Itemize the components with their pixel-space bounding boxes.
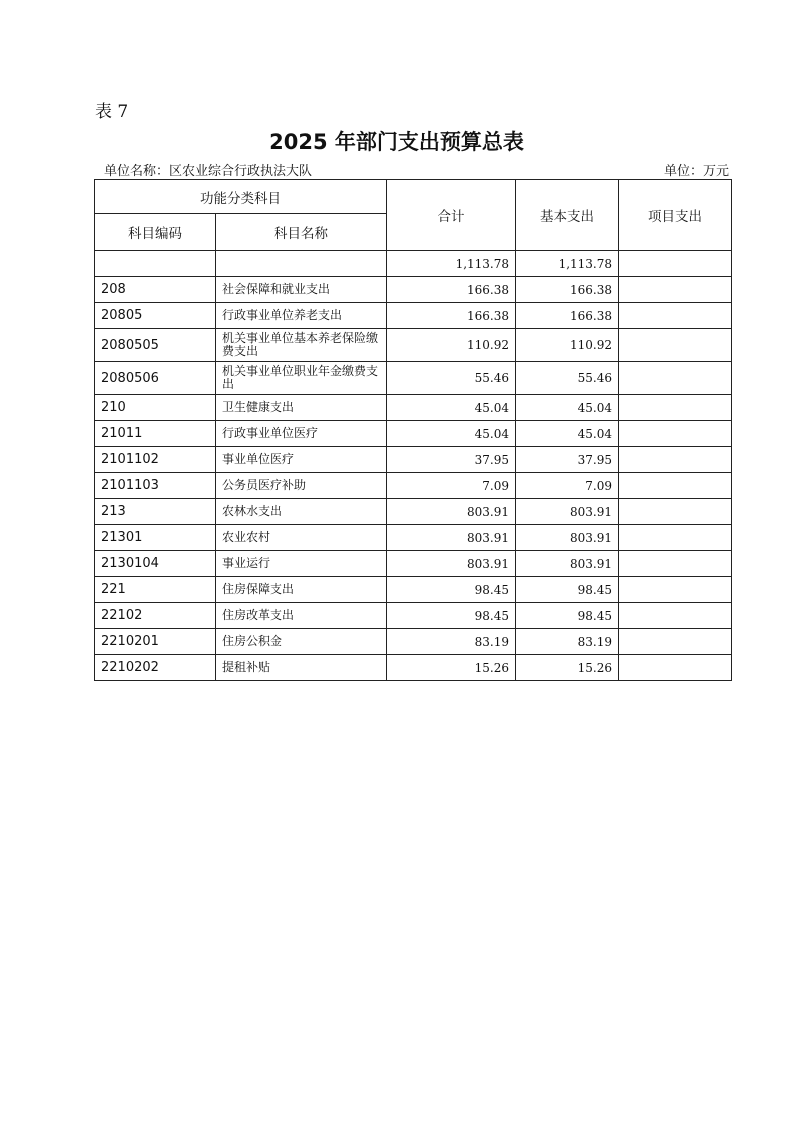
row-basic: 45.04 — [516, 395, 619, 421]
row-name: 农业农村 — [216, 525, 387, 551]
table-row — [95, 551, 732, 577]
row-total: 37.95 — [387, 447, 516, 473]
row-project — [619, 551, 732, 577]
row-name: 行政事业单位医疗 — [216, 421, 387, 447]
row-code: 210 — [95, 395, 216, 421]
table-row — [95, 629, 732, 655]
row-total: 45.04 — [387, 421, 516, 447]
row-basic: 166.38 — [516, 303, 619, 329]
row-project — [619, 362, 732, 395]
row-basic: 83.19 — [516, 629, 619, 655]
total-amount: 1,113.78 — [387, 251, 516, 277]
row-project — [619, 473, 732, 499]
currency-unit-label: 单位：万元 — [663, 164, 729, 179]
table-row — [95, 603, 732, 629]
total-name — [216, 251, 387, 277]
header-subject-code: 科目编码 — [95, 214, 216, 251]
row-total: 98.45 — [387, 577, 516, 603]
row-total: 15.26 — [387, 655, 516, 681]
total-project — [619, 251, 732, 277]
row-total: 55.46 — [387, 362, 516, 395]
row-project — [619, 421, 732, 447]
row-code: 21301 — [95, 525, 216, 551]
row-project — [619, 447, 732, 473]
row-code: 221 — [95, 577, 216, 603]
row-name: 事业单位医疗 — [216, 447, 387, 473]
row-project — [619, 577, 732, 603]
row-project — [619, 277, 732, 303]
row-name: 提租补贴 — [216, 655, 387, 681]
row-code: 2101102 — [95, 447, 216, 473]
row-code: 21011 — [95, 421, 216, 447]
budget-table — [94, 179, 732, 681]
row-project — [619, 303, 732, 329]
row-total: 803.91 — [387, 499, 516, 525]
row-code: 213 — [95, 499, 216, 525]
row-name: 住房改革支出 — [216, 603, 387, 629]
row-total: 45.04 — [387, 395, 516, 421]
row-total: 166.38 — [387, 303, 516, 329]
row-name: 公务员医疗补助 — [216, 473, 387, 499]
table-row — [95, 421, 732, 447]
row-basic: 110.92 — [516, 329, 619, 362]
table-row — [95, 277, 732, 303]
total-code — [95, 251, 216, 277]
row-total: 110.92 — [387, 329, 516, 362]
total-basic: 1,113.78 — [516, 251, 619, 277]
header-total: 合计 — [387, 180, 516, 251]
row-project — [619, 499, 732, 525]
row-code: 2101103 — [95, 473, 216, 499]
row-name: 住房公积金 — [216, 629, 387, 655]
row-name: 住房保障支出 — [216, 577, 387, 603]
total-row — [95, 251, 732, 277]
row-code: 208 — [95, 277, 216, 303]
header-subject-name: 科目名称 — [216, 214, 387, 251]
row-name: 农林水支出 — [216, 499, 387, 525]
row-project — [619, 655, 732, 681]
row-code: 2080506 — [95, 362, 216, 395]
table-row — [95, 329, 732, 362]
row-project — [619, 603, 732, 629]
row-basic: 98.45 — [516, 603, 619, 629]
row-basic: 45.04 — [516, 421, 619, 447]
header-project-expenditure: 项目支出 — [619, 180, 732, 251]
table-row — [95, 577, 732, 603]
row-basic: 55.46 — [516, 362, 619, 395]
table-row — [95, 395, 732, 421]
page-title: 2025 年部门支出预算总表 — [269, 130, 524, 154]
row-project — [619, 525, 732, 551]
table-row — [95, 525, 732, 551]
unit-name-label: 单位名称：区农业综合行政执法大队 — [104, 164, 313, 179]
row-project — [619, 329, 732, 362]
row-project — [619, 395, 732, 421]
table-row — [95, 473, 732, 499]
row-basic: 803.91 — [516, 551, 619, 577]
header-basic-expenditure: 基本支出 — [516, 180, 619, 251]
row-name: 机关事业单位基本养老保险缴费支出 — [216, 329, 387, 362]
row-basic: 37.95 — [516, 447, 619, 473]
row-code: 2080505 — [95, 329, 216, 362]
row-total: 803.91 — [387, 551, 516, 577]
row-basic: 98.45 — [516, 577, 619, 603]
row-name: 卫生健康支出 — [216, 395, 387, 421]
row-basic: 166.38 — [516, 277, 619, 303]
table-row — [95, 447, 732, 473]
row-code: 2210201 — [95, 629, 216, 655]
header-function-class: 功能分类科目 — [95, 180, 387, 214]
row-total: 803.91 — [387, 525, 516, 551]
row-basic: 803.91 — [516, 525, 619, 551]
row-total: 7.09 — [387, 473, 516, 499]
row-code: 22102 — [95, 603, 216, 629]
row-project — [619, 629, 732, 655]
row-total: 83.19 — [387, 629, 516, 655]
row-name: 事业运行 — [216, 551, 387, 577]
table-row — [95, 362, 732, 395]
table-row — [95, 303, 732, 329]
table-row — [95, 655, 732, 681]
row-name: 行政事业单位养老支出 — [216, 303, 387, 329]
row-code: 2130104 — [95, 551, 216, 577]
row-basic: 803.91 — [516, 499, 619, 525]
row-basic: 15.26 — [516, 655, 619, 681]
row-total: 166.38 — [387, 277, 516, 303]
row-code: 2210202 — [95, 655, 216, 681]
row-code: 20805 — [95, 303, 216, 329]
table-row — [95, 499, 732, 525]
table-number: 表 7 — [95, 102, 129, 122]
row-name: 社会保障和就业支出 — [216, 277, 387, 303]
row-name: 机关事业单位职业年金缴费支出 — [216, 362, 387, 395]
row-basic: 7.09 — [516, 473, 619, 499]
row-total: 98.45 — [387, 603, 516, 629]
